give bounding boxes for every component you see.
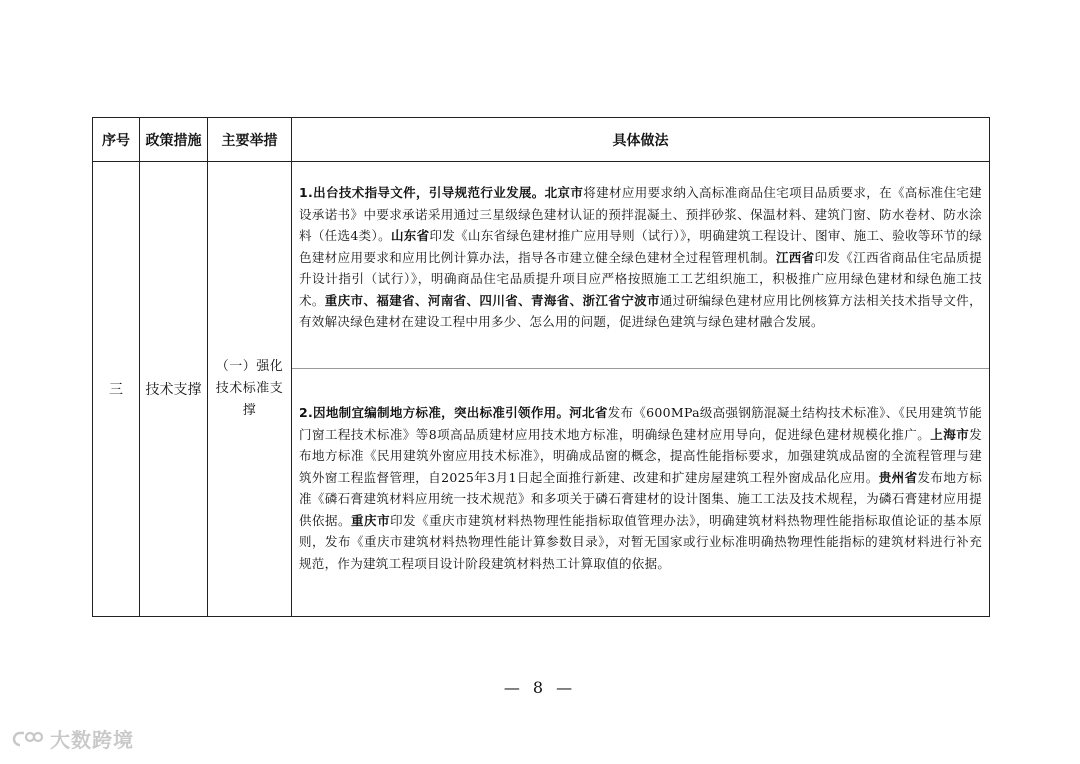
text-run: 通过研编绿色建材应用比例核算方法相关技术指导文件，有效解决绿色建材在建设工程中用多少、怎么用的问题，促进绿色建筑与绿色建材融合发展。 [299,292,982,329]
header-practice: 具体做法 [612,132,669,149]
header-policy: 政策措施 [140,118,208,161]
text-run: 发布地方标准《民用建筑外窗应用技术标准》，明确成品窗的概念，提高性能指标要求，加强建筑成品窗的全流程管理与建筑外窗工程监督管理，自2025年3月1日起全面推行新建、改建和扩建房屋建筑工程外窗成品化应用。 [299,426,983,485]
text-run: 印发《山东省绿色建材推广应用导则（试行）》，明确建筑工程设计、图审、施工、验收等环节的绿色建材应用要求和应用比例计算办法，指导各市建立健全绿色建材全过程管理机制。 [299,228,983,265]
cell-practice [292,162,989,616]
watermark-text: 大数跨境 [50,728,134,752]
page-number: — 8 — [503,678,577,697]
bold-run: 山东省 [390,228,430,243]
link-logo-icon [10,728,44,750]
bold-run: 北京市 [544,185,584,200]
policy-table [92,117,990,617]
bold-run: 河北省 [569,405,608,420]
cell-policy: 技术支撑 [140,162,208,616]
item-divider [292,368,989,369]
text-run: 发布《600MPa级高强钢筋混凝土结构技术标准》、《民用建筑节能门窗工程技术标准》等8项高品质建材应用技术地方标准，明确绿色建材应用导向，促进绿色建材规模化推广。 [299,405,982,442]
text-run: 印发《重庆市建筑材料热物理性能指标取值管理办法》，明确建筑材料热物理性能指标取值论证的基本原则，发布《重庆市建筑材料热物理性能计算参数目录》，对暂无国家或行业标准明确热物理性能指标的建筑材料进行补充规范，作为建筑工程项目设计阶段建筑材料热工计算取值的依据。 [299,512,983,571]
text-run: 印发《江西省商品住宅品质提升设计指引（试行）》，明确商品住宅品质提升项目应严格按照施工工艺组织施工，积极推广应用绿色建材和绿色施工技术。 [299,249,982,308]
header-measure: 主要举措 [208,118,292,161]
practice-item-2 [292,402,989,574]
table-header-row [93,118,989,162]
text-run: 将建材应用要求纳入高标准商品住宅项目品质要求，在《高标准住宅建设承诺书》中要求承诺采用通过三星级绿色建材认证的预拌混凝土、预拌砂浆、保温材料、建筑门窗、防水卷材、防水涂料（任选4类）。 [299,185,982,243]
bold-run: 上海市 [930,426,970,442]
bold-run: 1.出台技术指导文件，引导规范行业发展。 [299,185,545,200]
header-seq: 序号 [93,118,140,161]
bold-run: 重庆市 [351,512,391,528]
bold-run: 2.因地制宜编制地方标准，突出标准引领作用。 [299,405,570,420]
cell-seq: 三 [93,162,140,616]
table-row [93,162,989,616]
practice-item-1 [292,182,989,333]
cell-measure: （一）强化技术标准支撑 [208,162,292,616]
bold-run: 江西省 [775,249,815,265]
bold-run: 贵州省 [878,469,918,485]
text-run: 发布地方标准《磷石膏建筑材料应用统一技术规范》和多项关于磷石膏建材的设计图集、施工工法及技术规程，为磷石膏建材应用提供依据。 [299,469,982,528]
watermark-logo [10,724,134,753]
bold-run: 重庆市、福建省、河南省、四川省、青海省、浙江省宁波市 [324,292,660,308]
